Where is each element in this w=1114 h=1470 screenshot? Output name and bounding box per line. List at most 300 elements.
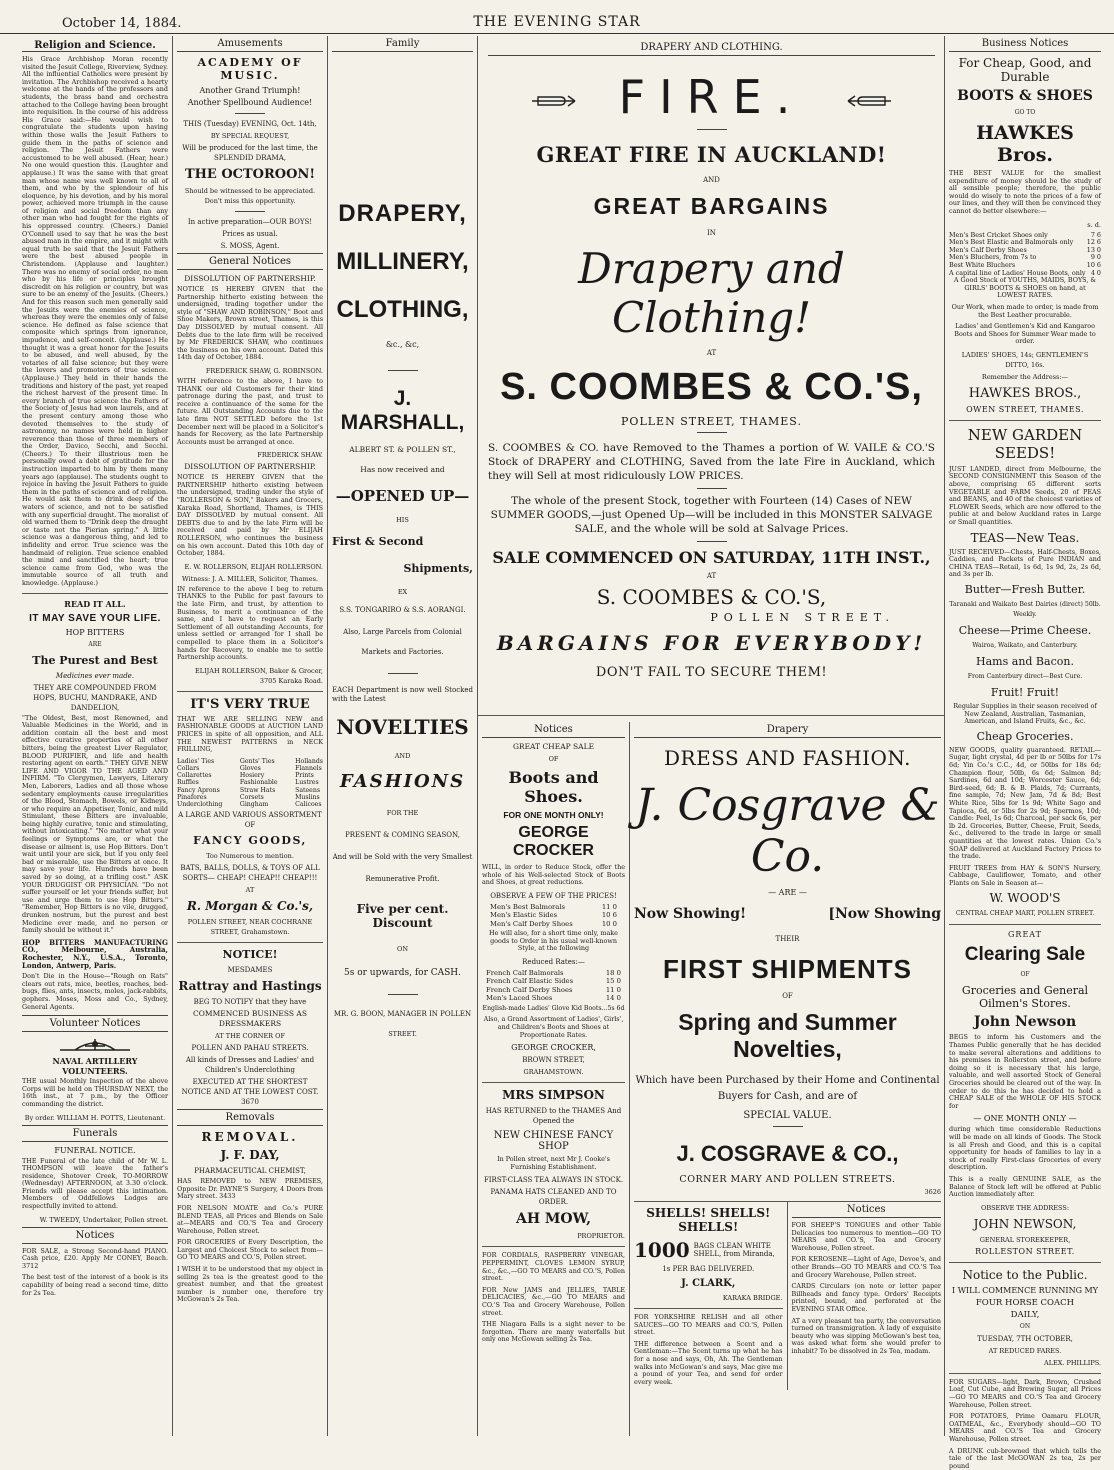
his-label: HIS (332, 515, 473, 525)
w-wood: W. WOOD'S (949, 891, 1101, 905)
grand-assortment: Also, a Grand Assortment of Ladies', Girls', and Children's Boots and Shoes at Proportionate Rates. (482, 1016, 625, 1039)
now-showing-right: [Now Showing (828, 906, 941, 922)
per-bag: 1s PER BAG DELIVERED. (634, 1264, 783, 1274)
owen-street: OWEN STREET, THAMES. (949, 405, 1101, 415)
now-showing-left: Now Showing! (634, 906, 746, 922)
issue-date: October 14, 1884. (62, 16, 181, 31)
first-class-tea: FIRST-CLASS TEA ALWAYS IN STOCK. (482, 1175, 625, 1185)
divider (235, 113, 265, 114)
one-month-only: FOR ONE MONTH ONLY! (482, 810, 625, 820)
spacer (332, 56, 473, 196)
of-label: OF (482, 754, 625, 764)
dress-and-fashion: DRESS AND FASHION. (634, 746, 941, 770)
four-horse-coach: FOUR HORSE COACH (949, 1298, 1101, 1308)
fire-heading (488, 70, 935, 124)
fancy-goods: FANCY GOODS, (177, 834, 323, 847)
pointing-hand-icon (833, 91, 893, 111)
divider (949, 420, 1101, 421)
novelties: NOVELTIES (332, 715, 473, 739)
divider (697, 432, 727, 433)
goods-item: Underclothing (177, 801, 222, 808)
general-notices-header: General Notices (177, 253, 323, 270)
drapery-clothing-script: Drapery and Clothing! (488, 244, 935, 342)
on-label: ON (949, 1322, 1101, 1332)
bargains-everybody: BARGAINS FOR EVERYBODY! (488, 631, 935, 655)
george-crocker: GEORGE CROCKER (482, 824, 625, 860)
price-row (490, 920, 617, 928)
read-it-all: READ IT ALL. (22, 599, 168, 609)
price-item: Best White Bluchers (949, 262, 1015, 270)
drapery-clothing-header: DRAPERY AND CLOTHING. (488, 40, 935, 56)
dissolution-body-1: NOTICE IS HEREBY GIVEN that the Partnership hitherto existing between the undersigned, trading together under the style of "SHAW AND ROBINSON," Boot and Shoe Makers, Brown street, Thames, is this Day DISSOLVED by mutual consent. All Debts due to the late firm will be received by Mr FREDERICK SHAW, who continues the business on his own account. Dated this 14th day of October, 1884. (177, 286, 323, 362)
scent-gentleman: THE difference between a Scent and a Gentleman:—The Scent turns up what he has for a nose and says, Oh, Ah. The Gentleman walks into McGowan's and says, Mac give me a pound of your Tea, and send for order every week. (634, 1341, 783, 1387)
goods-item: Fashionable (240, 779, 278, 786)
price-value: 15 0 (606, 977, 621, 985)
j-marshall: J. MARSHALL, (332, 387, 473, 435)
undertaker-signature: W. TWEEDY, Undertaker, Pollen street. (22, 1215, 168, 1225)
divider (388, 994, 418, 995)
price-item: Men's Bluchers, from 7s to (949, 254, 1036, 262)
column-amusements (173, 36, 328, 1436)
corner-mary-pollen: CORNER MARY AND POLLEN STREETS. (634, 1175, 941, 1185)
funeral-notice-body: THE Funeral of the late child of Mr W. L. THOMPSON will leave the father's residence, Shotover Creek, TO-MORROW (Wednesday) AFTERNOON, at 3.30 o'clock. Friends will please accept this intimation. Members of Oddfellows Lodges are respectfully invited to attend. (22, 1158, 168, 1211)
religion-article: His Grace Archbishop Moran recently visited the Jesuit College, Riverview, Sydney. All the influential Catholics were present by invitation. The Archbishop received a hearty welcome at the hands of the professors and students, the brass band and orchestra attached to the College having been brought into requisition. In the course of his address His Grace said:—He would wish to congratulate the students upon having within those walls the Jesuit Fathers to guide them in the paths of science and religion. The Jesuit Fathers were accustomed to be well abused. (Hear, hear.) No one would question this. (Laughter and applause.) It was the same with that great man whose name was well known to all of them, and who by the splendour of his eloquence, by his devotion, and by his moral power, achieved more triumph in the cause of religion and social freedom than any other man who had fought for the rights of his oppressed country. (Cheers.) Daniel O'Connell used to say that he was the best abused man in the empire, and it might with equal truth be said that the Jesuit Fathers were the best abused people in Christendom. (Applause and laughter.) There was no enemy of social order, no men who by his life or principles brought discredit on his religion or country, but was sure to be an enemy of the Jesuits. (Cheers.) And for this reason such men generally said the Jesuits were the enemies of science, whereas they were the enemies only of false science. He defined as false science that composite which springs from ignorance, impudence, and self-conceit. (Applause.) He thought it was a great honor for the Jesuits to be abused, and well abused, by the votaries of all false science; but they were the lovers and promoters of true science. (Applause.) They held in their hands the traditions and history of the past, yet reaped the richest harvest of the present time. In every branch of true science the Fathers of the Society of Jesus had won laurels, and at the present century among those who devoted themselves to the study of astronomy, no names were held in higher reverence than those of three members of the Order, Davico, Secchi, and Secchi. (Cheers.) To their illustrious men he personally owed a debt of gratitude for the instruction imparted to him by them many years ago (applause). The students ought to rejoice in having the Jesuit Fathers to guide them in the paths of science and of religion. He would ask them to drink deep of the waters of science, and not to be satisfied with any superficial draught. The moralist of old warned them to "Drink deep the draught or taste not the Pierian spring." A little science was a dangerous thing, and led to infidelity and error. True science was the handmaid of religion. True science enabled the mind and sanctified the heart; true science came from God, who was the immutable source of all truth and knowledge. (Applause.) (22, 56, 168, 588)
goods-item: Fancy Aprons (177, 787, 222, 794)
purchased-home: Which have been Purchased by their Home and Continental Buyers for Cash, and are of (634, 1073, 941, 1105)
section-heading-religion: Religion and Science. (22, 40, 168, 52)
daily: DAILY, (949, 1310, 1101, 1320)
crocker-he-will: He will also, for a short time only, make goods to Order in his usual well-known Style, at the following (482, 930, 625, 953)
goods-item: Hosiery (240, 772, 278, 779)
sale-commenced: SALE COMMENCED ON SATURDAY, 11TH INST., (488, 548, 935, 567)
reference-notice: IN reference to the above I beg to return THANKS to the Public for past favours to the late Firm, and trust, by attention to Business, to merit a continuance of the same, and I have to request an Early Settlement of all outstanding Accounts, for unless settled or arranged for I shall be compelled to place them in a Solicitor's hands for Recovery, to enable me to settle Partnership accounts. (177, 586, 323, 662)
cordials-notice: FOR CORDIALS, RASPBERRY VINEGAR, PEPPERMINT, CLOVES LEMON SYRUP, &c., &c.,—GO TO MEARS and CO.'S, Pollen street. (482, 1252, 625, 1282)
divider (388, 370, 418, 371)
lower-section (478, 722, 945, 1436)
pharmaceutical-chemist: PHARMACEUTICAL CHEMIST, (177, 1166, 323, 1176)
kerosene-notice: FOR KEROSENE—Light of Age, Devoe's, and other Brands—GO TO MEARS and CO.'S Tea and Grocery Warehouse, Pollen street. (792, 1256, 942, 1279)
central-cheap-mart: CENTRAL CHEAP MART, POLLEN STREET. (949, 909, 1101, 919)
markets-factories: Markets and Factories. (332, 647, 473, 657)
active-preparation: In active preparation—OUR BOYS! (177, 217, 323, 227)
notices-header: Notices (792, 1202, 942, 1218)
each-department: EACH Department is now well Stocked with the Latest (332, 686, 473, 703)
notices-column (788, 1202, 942, 1390)
naval-artillery-body: THE usual Monthly Inspection of the above Corps will be held on THURSDAY NEXT, the 16th inst., at 7 p.m., by the Officer commanding the district. (22, 1078, 168, 1108)
divider (634, 1308, 783, 1309)
divider (482, 1082, 625, 1083)
observe-address: OBSERVE THE ADDRESS: (949, 1203, 1101, 1213)
removal-title: REMOVAL. (177, 1130, 323, 1144)
chinese-fancy-shop: NEW CHINESE FANCY SHOP (482, 1130, 625, 1152)
naval-artillery-title: NAVAL ARTILLERY VOLUNTEERS. (22, 1056, 168, 1076)
goods-item: Ruffles (177, 779, 222, 786)
newspaper-title: THE EVENING STAR (0, 14, 1114, 30)
volunteer-notices-header: Volunteer Notices (22, 1015, 168, 1032)
coombes-co: S. COOMBES & CO.'S, (488, 366, 935, 409)
hop-bitters-company: HOP BITTERS MANUFACTURING CO., Melbourne, Australia, Rochester, N.Y., U.S.A., Toronto, London, Antwerp, Paris. (22, 939, 168, 969)
street-label: STREET. (332, 1029, 473, 1039)
this-evening: THIS (Tuesday) EVENING, Oct. 14th, (177, 119, 323, 129)
english-made-boots: English-made Ladies' Glove Kid Boots...5s 6d (482, 1004, 625, 1014)
two-shilling-tea: I WISH it to be understood that my object in selling 2s tea is the greatest good to the greatest number, and that the greatest number is number one, therefore try McGowan's 2s Tea. (177, 1266, 323, 1304)
bats-balls-dolls: BATS, BALLS, DOLLS, & TOYS OF ALL SORTS— CHEAP! CHEAP!! CHEAP!!! (177, 863, 323, 883)
good-stock: A Good Stock of YOUTHS, MAIDS, BOYS, & GIRLS' BOOTS & SHOES on hand, at LOWEST RATES. (949, 277, 1101, 300)
ex-label: EX (332, 587, 473, 597)
pollen-pahau: POLLEN AND PAHAU STREETS. (177, 1043, 323, 1053)
goods-item: Ladies' Ties (177, 758, 222, 765)
fruit-body: Regular Supplies in their season received of New Zealand, Australian, Tasmanian, American, and Island Fruits, &c., &c. (949, 703, 1101, 726)
are-label: — ARE — (634, 888, 941, 898)
cosgrave-script: J. Cosgrave & Co. (634, 780, 941, 882)
shells-bags (634, 1238, 783, 1262)
groceries-oilmen: Groceries and General Oilmen's Stores. (949, 984, 1101, 1010)
boots-shoes: BOOTS & SHOES (949, 88, 1101, 104)
price-item: French Calf Elastic Sides (486, 977, 573, 985)
divider (388, 673, 418, 674)
goods-item: Prints (295, 772, 323, 779)
price-item: French Calf Balmorals (486, 969, 564, 977)
mesdames: MESDAMES (177, 965, 323, 975)
sheep-tongues: FOR SHEEP'S TONGUES and other Table Delicacies too numerous to mention—GO TO MEARS and CO.'S, Tea and Grocery Warehouse, Pollen street. (792, 1222, 942, 1252)
ah-mow: AH MOW, (482, 1211, 625, 1227)
goods-item: Hollands (295, 758, 323, 765)
yorkshire-relish: FOR YORKSHIRE RELISH and all other SAUCES—GO TO MEARS and CO.'S, Pollen street. (634, 1314, 783, 1337)
notice-title: NOTICE! (177, 948, 323, 961)
drapery-heading: DRAPERY, (332, 200, 473, 228)
shells-title: SHELLS! SHELLS! SHELLS! (634, 1206, 783, 1234)
price-item: Men's Best Elastic and Balmorals only (949, 239, 1073, 247)
general-storekeeper: GENERAL STOREKEEPER, (949, 1235, 1101, 1245)
colonial-parcels: Also, Large Parcels from Colonial (332, 627, 473, 637)
clothing-heading: CLOTHING, (332, 296, 473, 324)
great-fire-auckland: GREAT FIRE IN AUCKLAND! (488, 142, 935, 167)
naval-crest-icon (55, 1036, 135, 1054)
price-item: French Calf Derby Shoes (486, 986, 573, 994)
divider (697, 129, 727, 130)
hop-bitters-small: HOP BITTERS (22, 628, 168, 638)
rolleston-street: ROLLESTON STREET. (949, 1247, 1101, 1257)
dissolution-body-2: NOTICE IS HEREBY GIVEN that the PARTNERSHIP hitherto existing between the undersigned, trading under the style of "ROLLERSON & SON," Bakers and Grocers, Karaka Road, Shortland, Thames, is THIS DAY DISSOLVED by mutual consent. All DEBTS due to and by the late Firm will be received and paid by Mr ELIJAH ROLLERSON, who continues the business on his own account. Dated this 10th day of October, 1884. (177, 474, 323, 558)
cards-notice: CARDS Circulars (on note or letter paper Billheads and fancy type. Orders' Receipts printed, bound, and perforated at the EVENING STAR Office. (792, 1283, 942, 1313)
price-value: 11 0 (602, 903, 617, 911)
corner-of: AT THE CORNER OF (177, 1031, 323, 1041)
panama-hats: PANAMA HATS CLEANED AND TO ORDER. (482, 1187, 625, 1207)
sold-smallest: And will be Sold with the very Smallest (332, 852, 473, 862)
great-cheap-sale: GREAT CHEAP SALE (482, 742, 625, 752)
one-month-only: — ONE MONTH ONLY — (949, 1114, 1101, 1124)
price-item: Men's Calf Derby Shoes (949, 247, 1027, 255)
mrs-simpson: MRS SIMPSON (482, 1088, 625, 1102)
academy-of-music: ACADEMY OF MUSIC. (177, 56, 323, 82)
of-label: OF (949, 970, 1101, 980)
goods-list (177, 758, 323, 808)
notice-to-public: Notice to the Public. (949, 1268, 1101, 1282)
column-business (945, 36, 1105, 1436)
goods-item: Gingham (240, 801, 278, 808)
piano-for-sale: FOR SALE, a Strong Second-hand PIANO. Cash price, £20. Apply Mr CONEY, Beach. 3712 (22, 1248, 168, 1271)
fruit-title: Fruit! Fruit! (949, 686, 1101, 699)
divider (697, 488, 727, 489)
price-row (486, 977, 621, 985)
divider (235, 211, 265, 212)
brown-street: BROWN STREET, (482, 1055, 625, 1065)
thanks-notice: WITH reference to the above, I have to THANK our old Customers for their kind patronage during the past, and trust to receive a continuance of the same for the future. All Outstanding Accounts due to the late firm NOT SETTLED before the 1st December next will be placed in a Solicitor's hands for Recovery, as the late Partnership Accounts must be arranged at once. (177, 378, 323, 446)
best-value: THE BEST VALUE for the smallest expenditure of money should be the study of all sensible people; therefore, the public would do wisely to note the prices of a few of our lines, and they will then be convinced they cannot do better elsewhere:— (949, 170, 1101, 216)
ladies-shoes-prices: LADIES' SHOES, 14s; GENTLEMEN'S DITTO, 16s. (949, 350, 1101, 370)
go-to: GO TO (949, 108, 1101, 118)
divider (22, 593, 168, 594)
proprietor: PROPRIETOR. (482, 1231, 625, 1241)
has-now-received: Has now received and (332, 465, 473, 475)
may-save-life: IT MAY SAVE YOUR LIFE. (22, 613, 168, 624)
divider (773, 1126, 803, 1127)
divider (949, 924, 1101, 925)
dissolution-title-2: DISSOLUTION OF PARTNERSHIP. (177, 462, 323, 472)
their-label: THEIR (634, 934, 941, 944)
divider (697, 541, 727, 542)
are-label: ARE (22, 640, 168, 650)
hawkes-bros: HAWKES Bros. (949, 122, 1101, 166)
whole-stock: The whole of the present Stock, together with Fourteen (14) Cases of NEW SUMMER GOODS,—just Opened Up—will be included in this MONSTER SALVAGE SALE, and the whole will be sold at Salvage Prices. (488, 494, 935, 536)
butter-body: Taranaki and Waikato Best Dairies (direct) 50lb. Weekly. (949, 600, 1101, 620)
business-notices-header: Business Notices (949, 36, 1101, 52)
present-season: PRESENT & COMING SEASON, (332, 830, 473, 840)
cheap-good-durable: For Cheap, Good, and Durable (949, 56, 1101, 84)
goods-item: Gloves (240, 765, 278, 772)
first-second: First & Second (332, 535, 473, 548)
goods-item: Calicoes (295, 801, 323, 808)
manager-boon: MR. G. BOON, MANAGER IN POLLEN (332, 1009, 473, 1019)
goods-column-1 (177, 758, 222, 808)
thanks-signature: FREDERICK SHAW. (177, 450, 323, 460)
family-header: Family (332, 36, 473, 52)
the-octoroon: THE OCTOROON! (177, 167, 323, 182)
pollen-street-thames: POLLEN STREET, THAMES. (488, 417, 935, 427)
funeral-notice-title: FUNERAL NOTICE. (22, 1146, 168, 1156)
its-very-true: IT'S VERY TRUE (177, 697, 323, 712)
beg-to-notify: BEG TO NOTIFY that they have (177, 997, 323, 1007)
on-label: ON (332, 944, 473, 954)
should-be-witnessed: Should be witnessed to be appreciated. Don't miss this opportunity. (177, 186, 323, 206)
price-value: 7 6 (1091, 232, 1101, 240)
drapery-header: Drapery (634, 722, 941, 738)
price-item: Men's Best Balmorals (490, 903, 565, 911)
amusements-header: Amusements (177, 36, 323, 52)
simpson-returned: HAS RETURNED to the THAMES And Opened the (482, 1106, 625, 1126)
spellbound-audience: Another Spellbound Audience! (177, 98, 323, 108)
column-religion (18, 36, 173, 1436)
cheese-body: Wairoa, Waikato, and Canterbury. (949, 641, 1101, 651)
price-item: A capital line of Ladies' House Boots, only (949, 270, 1085, 278)
column-crocker (478, 722, 630, 1436)
goods-item: Pinafores (177, 794, 222, 801)
price-item: Men's Calf Derby Shoes (490, 920, 573, 928)
price-item: Men's Elastic Sides (490, 911, 557, 919)
fire-sale-advert (478, 36, 945, 716)
divider (177, 691, 323, 692)
remember-address: Remember the Address:— (949, 372, 1101, 382)
divider (949, 1262, 1101, 1263)
tuesday-october: TUESDAY, 7TH OCTOBER, (949, 1334, 1101, 1344)
compounded-from: THEY ARE COMPOUNDED FROM HOPS, BUCHU, MANDRAKE, AND DANDELION, (22, 683, 168, 713)
reduced-rates: Reduced Rates:— (482, 957, 625, 967)
removals-header: Removals (177, 1109, 323, 1126)
millinery-heading: MILLINERY, (332, 248, 473, 276)
spring-summer: Spring and Summer Novelties, (634, 1009, 941, 1063)
tea-party: AT a very pleasant tea party, the conversation turned on transmigration. A lady of exquisite beauty who was sipping McGowan's best tea, was asked what form she would prefer to inhabit? To be dissolved in 2s Tea, madam. (792, 1318, 942, 1356)
at-label-2: AT (488, 571, 935, 581)
great-bargains: GREAT BARGAINS (488, 193, 935, 220)
dont-fail: DON'T FAIL TO SECURE THEM! (488, 665, 935, 680)
butter-title: Butter—Fresh Butter. (949, 583, 1101, 596)
rough-on-rats: Don't Die in the House—"Rough on Rats" clears out rats, mice, beetles, roaches, bed-bugs, flies, ants, insects, moles, jack-rabbits, gophers. Moses, Moss and Co., Sydney, General Agents. (22, 973, 168, 1011)
notices-header: Notices (22, 1227, 168, 1244)
funerals-header: Funerals (22, 1125, 168, 1142)
goods-item: Collarettes (177, 772, 222, 779)
alex-phillips: ALEX. PHILLIPS. (949, 1358, 1101, 1368)
pointing-hand-icon (530, 91, 590, 111)
column-cosgrave (630, 722, 945, 1436)
niagara-notice: THE Niagara Falls is a sight never to be forgotten. There are many waterfalls but only one McGowan selling 2s Tea. (482, 1321, 625, 1344)
crocker-signature: GEORGE CROCKER, (482, 1043, 625, 1053)
executed-notice: EXECUTED AT THE SHORTEST NOTICE AND AT THE LOWEST COST. 3670 (177, 1077, 323, 1107)
price-value: 18 0 (606, 969, 621, 977)
first-shipments: FIRST SHIPMENTS (634, 954, 941, 985)
goods-item: Straw Hats (240, 787, 278, 794)
teas-body: JUST RECEIVED—Chests, Half-Chests, Boxes, Caddies, and Packets of Pure INDIAN and CHINA TEAS—Retail, 1s 6d, 1s 9d, 2s, 2s 6d, and 3s per lb. (949, 549, 1101, 579)
jf-day: J. F. DAY, (177, 1148, 323, 1162)
price-value: 14 0 (606, 994, 621, 1002)
for-the: FOR THE (332, 808, 473, 818)
goods-item: Muslins (295, 794, 323, 801)
five-percent-discount: Five per cent. Discount (332, 902, 473, 930)
during-reductions: during which time considerable Reductions will be made on all kinds of Goods. The Stock is all Fresh and Good, and this is a capital opportunity for heads of families to lay in a stock of really First-class Groceries of every description. (949, 1126, 1101, 1172)
pollen-street-2: POLLEN STREET. (488, 613, 895, 623)
kid-kangaroo: Ladies' and Gentlemen's Kid and Kangaroo Boots and Shoes for Summer Wear made to order. (949, 323, 1101, 346)
price-row (490, 903, 617, 911)
rattray-hastings: Rattray and Hastings (177, 979, 323, 993)
opened-up: —OPENED UP— (332, 487, 473, 505)
etc-text: &c., &c, (332, 340, 473, 350)
masthead (0, 0, 1114, 34)
price-value: 12 6 (1087, 239, 1101, 247)
price-value: 4 0 (1091, 270, 1101, 278)
price-item: Men's Laced Shoes (486, 994, 552, 1002)
fashions: FASHIONS (332, 771, 473, 792)
hawkes-bros-2: HAWKES BROS., (949, 386, 1101, 401)
moss-agent: S. MOSS, Agent. (177, 241, 323, 251)
tea-advert: The best test of the interest of a book is its capability of being read a second time, ditto for 2s Tea. (22, 1274, 168, 1297)
groceries-notice: FOR GROCERIES of Every Description, the Largest and Choicest Stock to select from—GO TO MEARS and CO.'S, Pollen street. (177, 1239, 323, 1262)
hawkes-prices (949, 232, 1101, 278)
coombes-co-2: S. COOMBES & CO.'S, (488, 585, 935, 609)
column-drapery-wide (478, 36, 945, 1436)
teas-title: TEAS—New Teas. (949, 531, 1101, 545)
price-item: Men's Best Cricket Shoes only (949, 232, 1048, 240)
price-value: 11 0 (606, 986, 621, 994)
crocker-will: WILL, in order to Reduce Stock, offer the whole of his Well-selected Stock of Boots and Shoes, at great reductions. (482, 864, 625, 887)
divider (949, 1373, 1101, 1374)
price-value: 10 0 (602, 920, 617, 928)
goods-item: Flannels (295, 765, 323, 772)
goods-column-3 (295, 758, 323, 808)
fire-word: FIRE. (619, 70, 805, 124)
naval-signature: By order. WILLIAM H. POTTS, Lieutenant. (22, 1113, 168, 1123)
hams-title: Hams and Bacon. (949, 655, 1101, 668)
produced-last-time: Will be produced for the last time, the SPLENDID DRAMA, (177, 143, 323, 163)
price-list-2 (486, 969, 621, 1003)
new-garden-seeds: NEW GARDEN SEEDS! (949, 426, 1101, 462)
large-assortment: A LARGE AND VARIOUS ASSORTMENT OF (177, 810, 323, 830)
top-rule (0, 33, 1114, 34)
sugars-notice: FOR SUGARS—light, Dark, Brown, Crushed Loaf, Cut Cube, and Brewing Sugar, all Prices—GO TO MEARS and CO.'S Tea and Grocery Warehouse, Pollen street. (949, 1379, 1101, 1409)
j-clark: J. CLARK, (634, 1278, 783, 1289)
fruit-trees: FRUIT TREES from HAY & SON'S Nursery, Cabbage, Cauliflower, Tomato, and other Plants on Sale in Season at— (949, 865, 1101, 888)
price-value: 10 6 (1087, 262, 1101, 270)
grand-triumph: Another Grand Triumph! (177, 86, 323, 96)
morgan-address: POLLEN STREET, NEAR COCHRANE STREET, Grahamstown. (177, 917, 323, 937)
column-marshall (328, 36, 478, 1436)
jams-notice: FOR New JAMS and JELLIES, TABLE DELICACIES, &c.,—GO TO MEARS and CO.'S Tea and Grocery Warehouse, Pollen street. (482, 1287, 625, 1317)
goods-item: Sateens (295, 787, 323, 794)
marshall-address: ALBERT ST. & POLLEN ST., (332, 445, 473, 455)
divider (177, 942, 323, 943)
hams-body: From Canterbury direct—Best Cure. (949, 672, 1101, 682)
prices-as-usual: Prices as usual. (177, 229, 323, 239)
price-row (486, 969, 621, 977)
price-value: 13 0 (1087, 247, 1101, 255)
special-request: BY SPECIAL REQUEST, (177, 131, 323, 141)
shells-advert (634, 1202, 788, 1390)
very-true-body: THAT WE ARE SELLING NEW and FASHIONABLE GOODS at AUCTION LAND PRICES in spite of all opposition, and ALL THE NEWEST PATTERNS in NECK FRILLING, (177, 716, 323, 754)
potatoes-notice: FOR POTATOES, Prime Oamaru FLOUR, OATMEAL, &c., Everybody should—GO TO MEARS and CO.'S Tea and Grocery Warehouse, Pollen street. (949, 1413, 1101, 1443)
remunerative-profit: Remunerative Profit. (332, 874, 473, 884)
commenced-business: COMMENCED BUSINESS AS DRESSMAKERS (177, 1009, 323, 1029)
drunk-tea-notice: A DRUNK cub-browned that which tells the tale of the last McGOWAN 2s tea, 2s per pound (949, 1448, 1101, 1470)
price-row (486, 986, 621, 994)
price-value: 9 0 (1091, 254, 1101, 262)
of-label: OF (634, 991, 941, 1001)
karaka-bridge: KARAKA BRIDGE. (634, 1293, 783, 1303)
cheese-title: Cheese—Prime Cheese. (949, 624, 1101, 637)
newson-body: BEGS to inform his Customers and the Thames Public generally that he has decided to make several alterations and additions to his premises in Rollerston street, and before doing so it is necessary that his large, valuable, and well assorted Stock of General Groceries should be cleared out of the way. In order to do this he has decided to hold a CHEAP SALE of the WHOLE OF HIS STOCK for (949, 1034, 1101, 1110)
dissolution-title-1: DISSOLUTION OF PARTNERSHIP. (177, 274, 323, 284)
cosgrave-block: J. COSGRAVE & CO., (634, 1141, 941, 1167)
special-value: SPECIAL VALUE. (634, 1111, 941, 1121)
divider (482, 1246, 625, 1247)
cheap-groceries-title: Cheap Groceries. (949, 730, 1101, 743)
shipments: Shipments, (332, 562, 473, 575)
thousand-bags: 1000 (634, 1238, 690, 1262)
witness: Witness: J. A. MILLER, Solicitor, Thames. (177, 574, 323, 584)
medicines-ever: Medicines ever made. (22, 671, 168, 681)
price-row (490, 911, 617, 919)
purest-best: The Purest and Best (22, 654, 168, 667)
boots-and-shoes: Boots and Shoes. (482, 768, 625, 806)
now-showing-row (634, 906, 941, 922)
ships: S.S. TONGARIRO & S.S. AORANGI. (332, 605, 473, 615)
i-will-commence: I WILL COMMENCE RUNNING MY (949, 1286, 1101, 1296)
notices-header: Notices (482, 722, 625, 738)
dissolution-signature-1: FREDERICK SHAW, G. ROBINSON. (177, 366, 323, 376)
price-row (486, 994, 621, 1002)
dissolution-signature-2: E. W. ROLLERSON, ELIJAH ROLLERSON. (177, 562, 323, 572)
our-work: Our Work, when made to order, is made from the Best Leather procurable. (949, 304, 1101, 319)
at-label: AT (177, 885, 323, 895)
at-label: AT (488, 348, 935, 358)
and-label: AND (332, 751, 473, 761)
